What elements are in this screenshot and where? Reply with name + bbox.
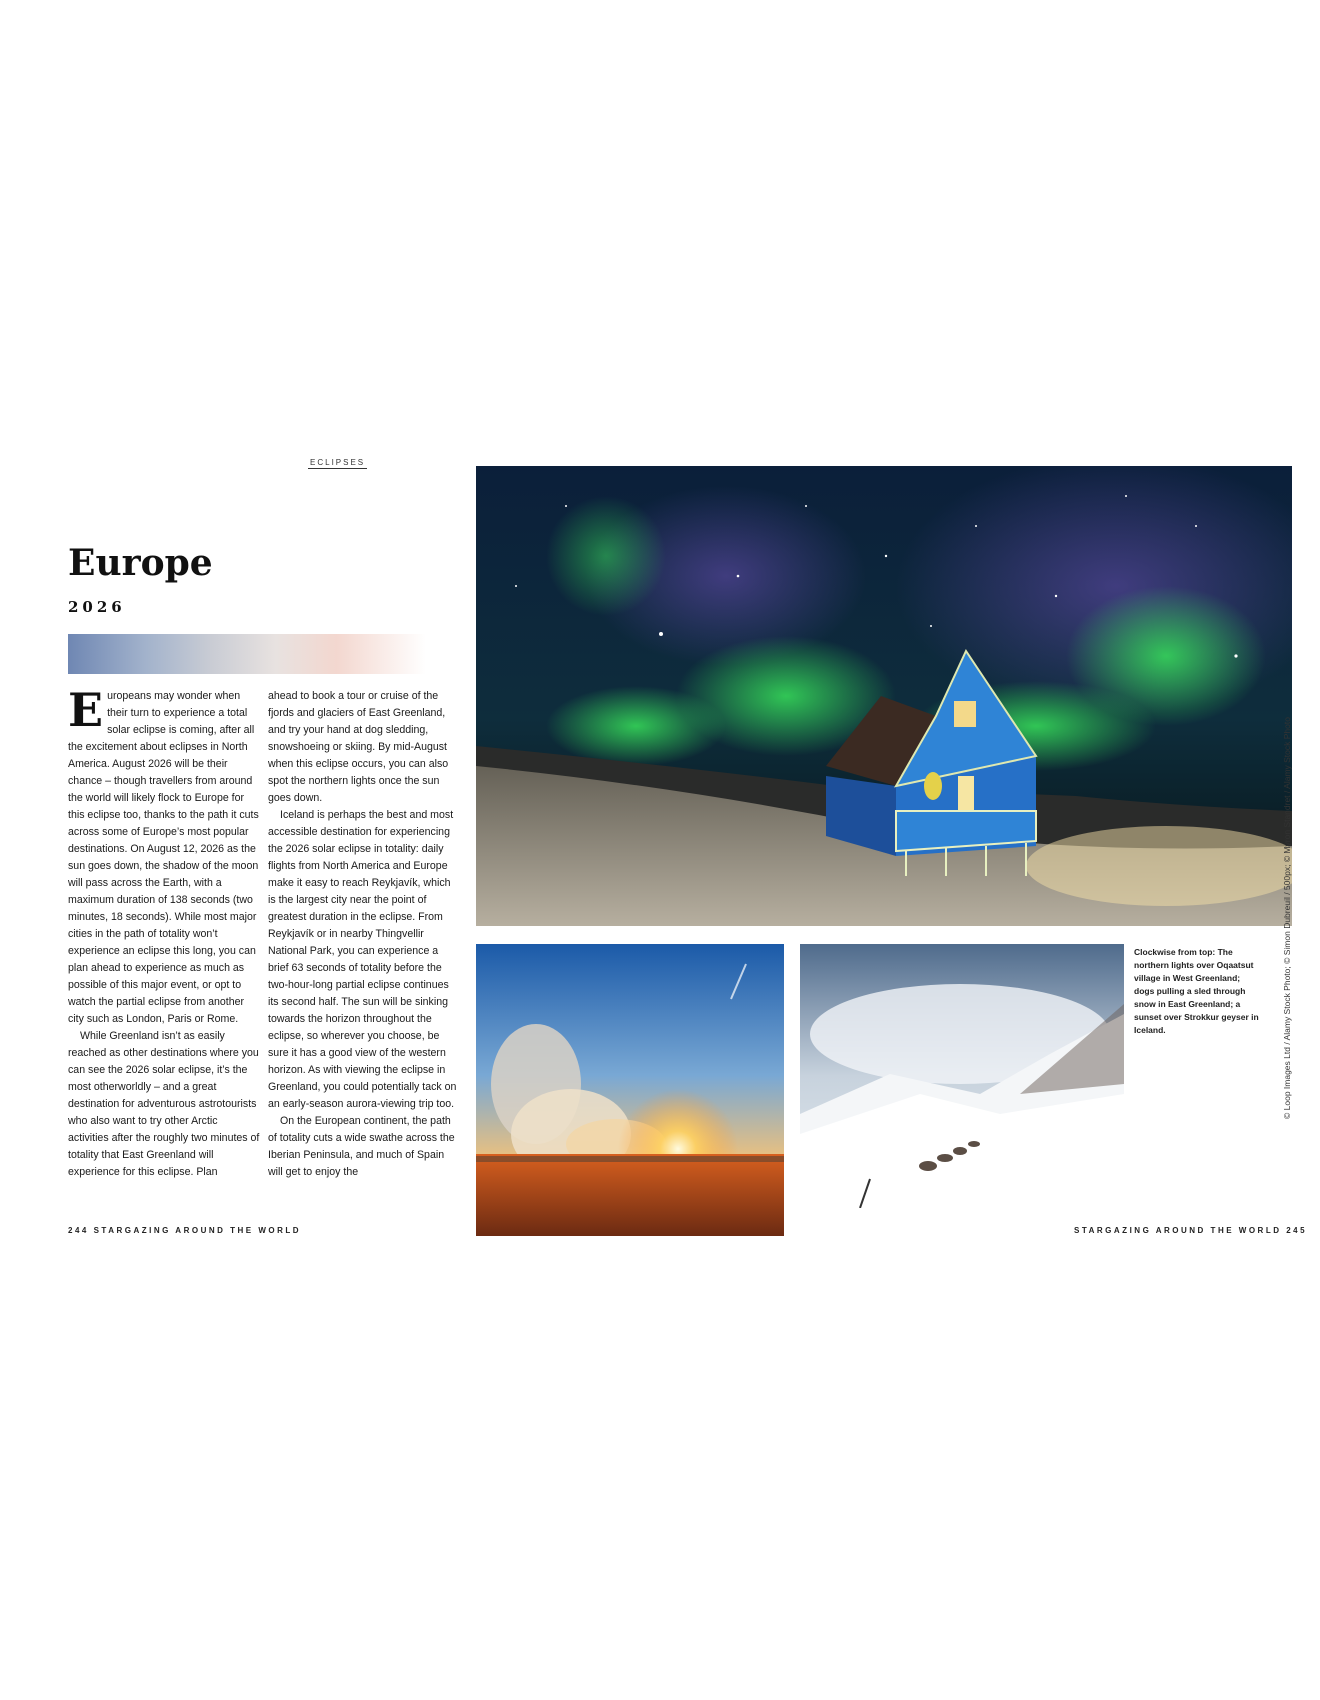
text-column-1	[68, 683, 260, 1181]
footer-right: STARGAZING AROUND THE WORLD 245	[1074, 1226, 1308, 1235]
dog-sled-photo	[800, 944, 1124, 1208]
aurora-house-photo	[476, 466, 1292, 926]
watercolor-band	[68, 634, 426, 674]
page-title: Europe	[68, 542, 213, 584]
photo-credit: © Loop Images Ltd / Alamy Stock Photo; © Simon Dubreuil / 500px; © Myron Standret / Alamy Stock Photo	[1282, 717, 1292, 1119]
section-tag: ECLIPSES	[310, 458, 366, 467]
paragraph: On the European continent, the path of totality cuts a wide swathe across the Iberian Peninsula, and much of Spain will get to enjoy the	[268, 1115, 455, 1178]
paragraph: ahead to book a tour or cruise of the fjords and glaciers of East Greenland, and try your hand at dog sledding, snowshoeing or skiing. By mid-August when this eclipse occurs, you can also spot the northern lights once the sun goes down.	[268, 690, 449, 804]
text-column-2	[268, 688, 460, 1181]
paragraph: Iceland is perhaps the best and most accessible destination for experiencing the 2026 solar eclipse in totality: daily flights from North America and Europe make it easy to reach Reykjavík, which is the largest city near the point of greatest duration in the eclipse. From Reykjavík or in nearby Thingvellir National Park, you can experience a brief 63 seconds of totality before the two-hour-long partial eclipse continues its second half. The sun will be sinking towards the horizon throughout the eclipse, so wherever you choose, be sure it has a good view of the western horizon. As with viewing the eclipse in Greenland, you could potentially tack on an early-season aurora-viewing trip too.	[268, 809, 457, 1110]
paragraph: While Greenland isn’t as easily reached as other destinations where you can see the 2026 solar eclipse, it’s the most otherworldly – and a great destination for adventurous astrotourists who also want to try other Arctic activities after the roughly two minutes of totality that East Greenland will experience for this eclipse. Plan	[68, 1030, 260, 1178]
paragraph: uropeans may wonder when their turn to experience a total solar eclipse is coming, after all the excitement about eclipses in North America. August 2026 will be their chance – though travellers from around the world will likely flock to Europe for this eclipse too, thanks to the path it cuts across some of Europe’s most popular destinations. On August 12, 2026 as the sun goes down, the shadow of the moon will pass across the Earth, with a maximum duration of 138 seconds (two minutes, 18 seconds). While most major cities in the path of totality won’t experience an eclipse this long, you can plan ahead to experience as much as possible of this major event, or opt to watch the partial eclipse from another city such as London, Paris or Rome.	[68, 690, 259, 1025]
subtitle-year: 2026	[68, 598, 126, 616]
geyser-sunset-photo	[476, 944, 784, 1236]
footer-left: 244 STARGAZING AROUND THE WORLD	[68, 1226, 302, 1235]
photo-caption: Clockwise from top: The northern lights over Oqaatsut village in West Greenland; dogs pulling a sled through snow in East Greenland; a sunset over Strokkur geyser in Iceland.	[1134, 947, 1259, 1035]
drop-cap: E	[68, 683, 104, 737]
